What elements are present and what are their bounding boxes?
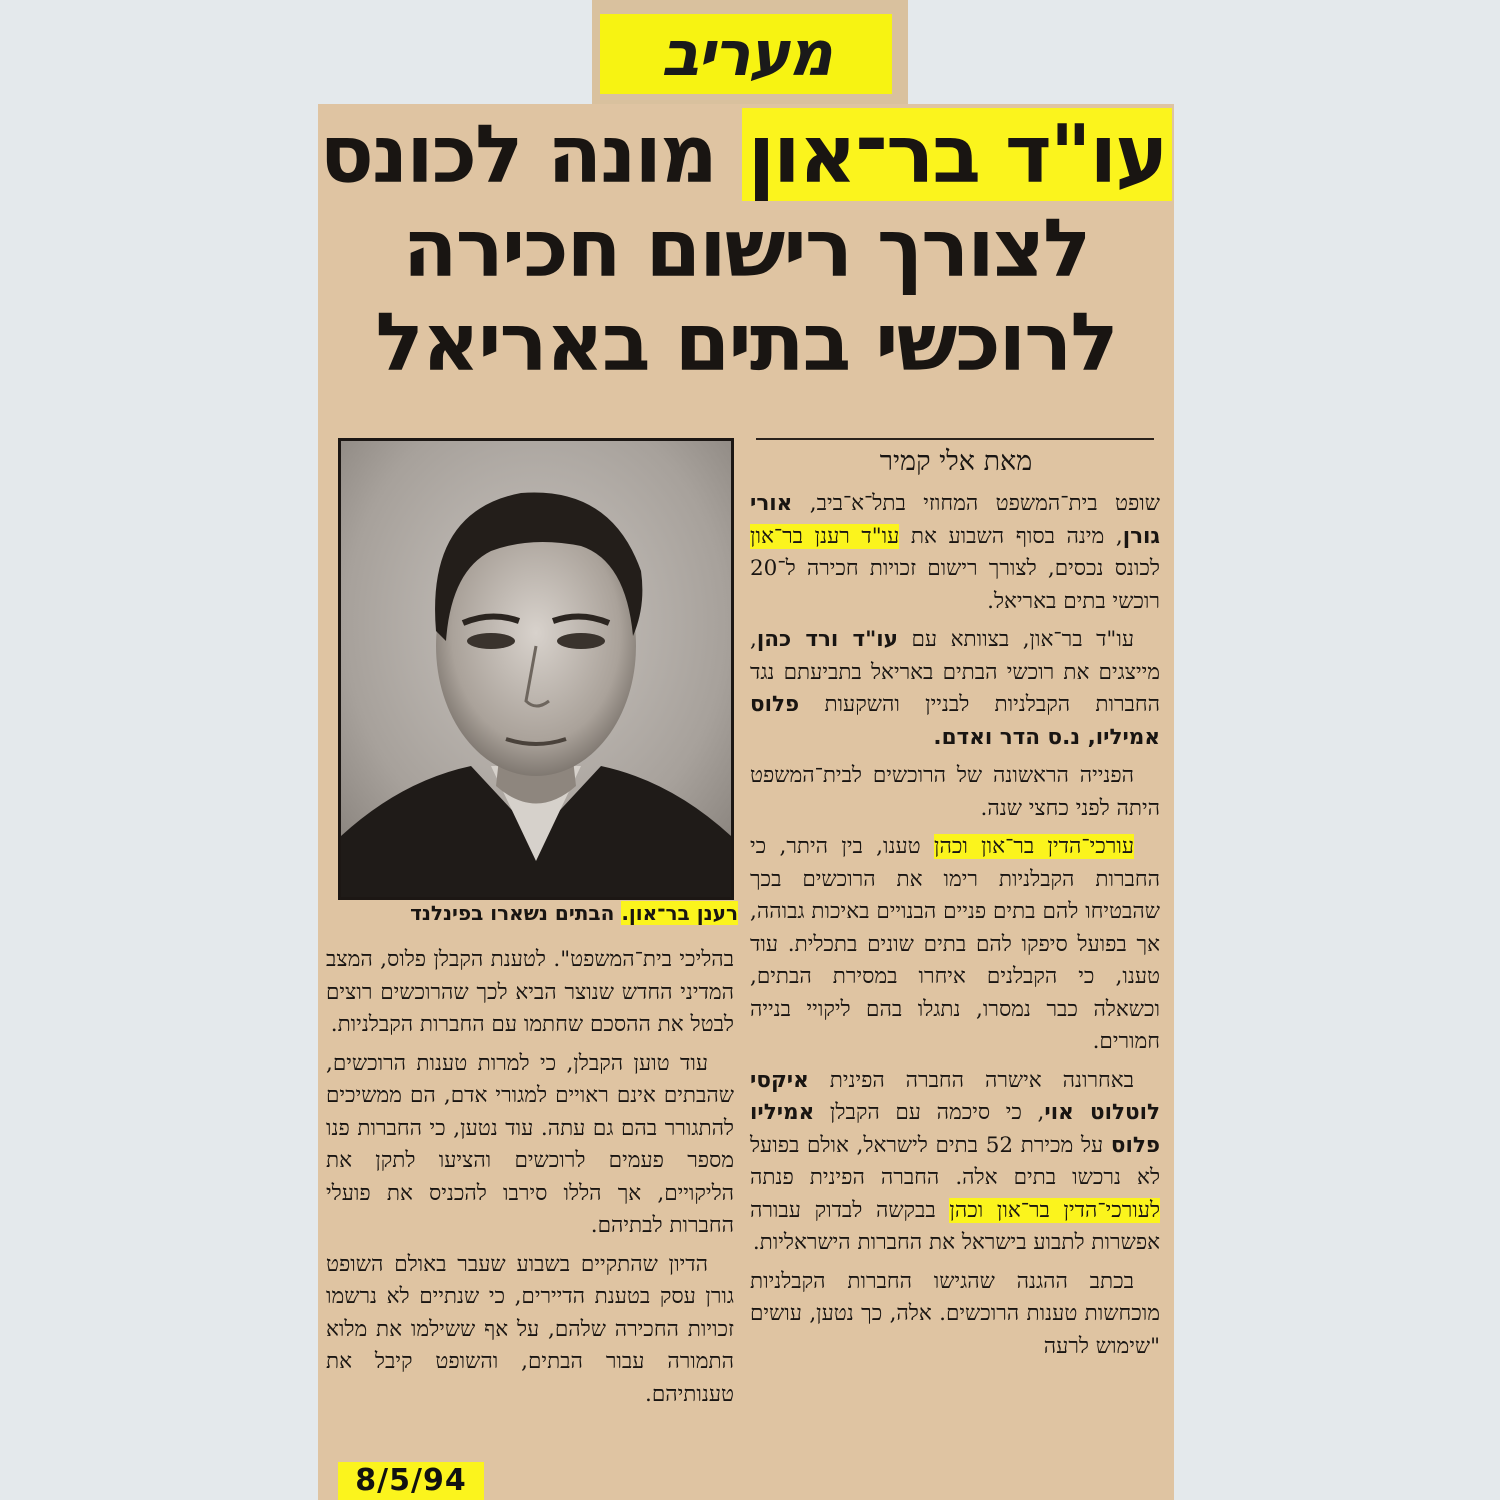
text: בבקשה לבדוק עבורה אפשרות לתבוע בישראל את החברות הישראליות.	[750, 1197, 1160, 1255]
newspaper-clipping	[318, 104, 1174, 1500]
article-column-left	[326, 944, 734, 1417]
date-stamp: 8/5/94	[338, 1462, 484, 1500]
caption-text: הבתים נשארו בפינלנד	[410, 901, 615, 925]
article-column-right	[750, 488, 1160, 1369]
byline: מאת אלי קמיר	[879, 446, 1033, 477]
paragraph: הדיון שהתקיים בשבוע שעבר באולם השופט גורן עסק בטענת הדיירים, כי שנתיים לא נרשמו זכויות החכירה שלהם, על אף ששילמו את מלוא התמורה עבור הבתים, והשופט קיבל את טענותיהם.	[326, 1251, 734, 1407]
headline-line-1	[318, 108, 1174, 202]
headline-line-3: לרוכשי בתים באריאל	[375, 296, 1117, 389]
paragraph	[750, 488, 1160, 618]
portrait-photo	[338, 438, 734, 900]
contractor-name: אמיליו פלוס	[750, 1100, 1160, 1158]
text: לכונס נכסים, לצורך רישום זכויות חכירה ל־20 רוכשי בתים באריאל.	[750, 556, 1160, 614]
text: , מינה בסוף השבוע את	[899, 523, 1123, 549]
paragraph: בהליכי בית־המשפט". לטענת הקבלן פלוס, המצב המדיני החדש שנוצר הביא לכך שהרוכשים רוצים לבטל את ההסכם שחתמו עם החברות הקבלניות.	[326, 947, 734, 1037]
text: , מייצגים את רוכשי הבתים באריאל בתביעתם נגד החברות הקבלניות לבניין והשקעות	[750, 627, 1160, 717]
newspaper-logo: מעריב	[600, 14, 892, 94]
text: באחרונה אישרה החברה הפינית	[808, 1067, 1134, 1093]
caption-name: רענן בר־און.	[621, 901, 738, 925]
byline-rule	[756, 438, 1154, 440]
text: שופט בית־המשפט המחוזי בתל־א־ביב,	[792, 491, 1160, 516]
paragraph: בכתב ההגנה שהגישו החברות הקבלניות מוכחשות טענות הרוכשים. אלה, כך נטען, עושים "שימוש לרעה	[750, 1268, 1160, 1359]
highlighted-name: לעורכי־הדין בר־און וכהן	[949, 1197, 1160, 1223]
headline-highlight: עו"ד בר־און	[742, 108, 1173, 201]
headline	[318, 108, 1174, 390]
lawyer-name: עו"ד ורד כהן	[756, 627, 898, 652]
paragraph	[750, 1065, 1160, 1260]
text: על מכירת 52 בתים לישראל, אולם בפועל לא נרכשו בתים אלה. החברה הפינית פנתה	[750, 1132, 1160, 1190]
portrait-image	[341, 441, 731, 897]
headline-line-1-rest: מונה לכונס	[319, 108, 716, 201]
headline-line-2: לצורך רישום חכירה	[402, 202, 1090, 295]
company-name: איקסי לוטלוט אוי	[750, 1067, 1161, 1125]
paragraph	[750, 624, 1160, 754]
highlighted-name: עורכי־הדין בר־און וכהן	[933, 834, 1134, 859]
text: טענו, בין היתר, כי החברות הקבלניות רימו את הרוכשים בכך שהבטיחו להם בתים פניים הבנויים באיכות גבוהה, אך בפועל סיפקו להם בתים שונים בתכלית. עוד טענו, כי הקבלנים איחרו במסירת הבתים, וכשאלה כבר נמסרו, נתגלו בהם ליקויי בנייה חמורים.	[750, 834, 1160, 1054]
text: , כי סיכמה עם הקבלן	[814, 1100, 1045, 1125]
company-names: פלוס אמיליו, נ.ס הדר ואדם.	[750, 692, 1160, 750]
paragraph: עוד טוען הקבלן, כי למרות טענות הרוכשים, שהבתים אינם ראויים למגורי אדם, הם ממשיכים להתגורר בהם גם עתה. עוד נטען, כי החברות פנו מספר פעמים לרוכשים והציעו לתקן את הליקויים, אך הללו סירבו להכניס את פועלי החברות לבתיהם.	[326, 1050, 734, 1238]
photo-caption	[338, 898, 738, 928]
judge-name: אורי גורן	[750, 491, 1160, 549]
paragraph: הפנייה הראשונה של הרוכשים לבית־המשפט היתה לפני כחצי שנה.	[750, 763, 1160, 821]
paragraph	[750, 831, 1160, 1059]
highlighted-name: עו"ד רענן בר־און	[750, 523, 900, 549]
masthead	[592, 0, 908, 104]
text: עו"ד בר־און, בצוותא עם	[897, 627, 1134, 652]
